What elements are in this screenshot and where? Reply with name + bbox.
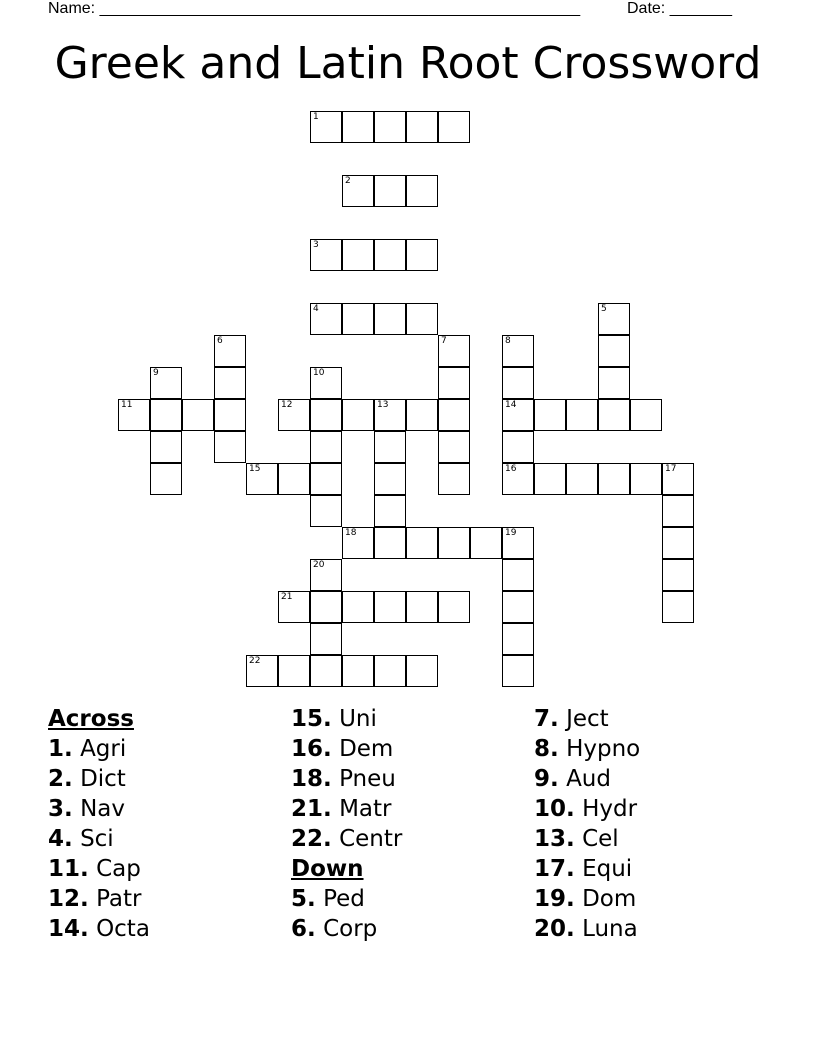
cell-number: 15 xyxy=(249,464,261,474)
grid-cell[interactable] xyxy=(598,303,630,335)
grid-cell[interactable] xyxy=(310,399,342,431)
clue-number: 4. xyxy=(48,826,73,852)
grid-cell[interactable] xyxy=(406,239,438,271)
grid-cell[interactable] xyxy=(406,399,438,431)
clue-text: Corp xyxy=(323,916,378,942)
clue-text: Matr xyxy=(339,796,392,822)
grid-cell[interactable] xyxy=(374,303,406,335)
grid-cell[interactable] xyxy=(502,463,534,495)
clue-heading-across: Across xyxy=(48,706,134,732)
clue-text: Octa xyxy=(96,916,150,942)
grid-cell[interactable] xyxy=(182,399,214,431)
grid-cell[interactable] xyxy=(374,175,406,207)
clue-text: Dom xyxy=(582,886,637,912)
grid-cell[interactable] xyxy=(278,399,310,431)
clue-item xyxy=(48,854,288,884)
clue-text: Nav xyxy=(80,796,125,822)
grid-cell[interactable] xyxy=(502,399,534,431)
clue-item xyxy=(48,794,288,824)
cell-number: 19 xyxy=(505,528,517,538)
grid-cell[interactable] xyxy=(374,431,406,463)
clue-text: Pneu xyxy=(339,766,396,792)
grid-cell[interactable] xyxy=(278,591,310,623)
grid-cell[interactable] xyxy=(502,431,534,463)
grid-cell[interactable] xyxy=(150,431,182,463)
clue-text: Sci xyxy=(80,826,114,852)
clue-text: Dict xyxy=(80,766,126,792)
cell-number: 5 xyxy=(601,304,607,314)
grid-cell[interactable] xyxy=(662,559,694,591)
clue-number: 21. xyxy=(291,796,332,822)
grid-cell[interactable] xyxy=(438,399,470,431)
clue-item xyxy=(48,764,288,794)
cell-number: 10 xyxy=(313,368,325,378)
grid-cell[interactable] xyxy=(150,463,182,495)
grid-cell[interactable] xyxy=(310,111,342,143)
clue-item xyxy=(48,824,288,854)
grid-cell[interactable] xyxy=(662,527,694,559)
grid-cell[interactable] xyxy=(630,463,662,495)
clue-number: 18. xyxy=(291,766,332,792)
cell-number: 17 xyxy=(665,464,677,474)
grid-cell[interactable] xyxy=(310,367,342,399)
grid-cell[interactable] xyxy=(438,367,470,399)
clue-number: 8. xyxy=(534,736,559,762)
grid-cell[interactable] xyxy=(406,303,438,335)
grid-cell[interactable] xyxy=(406,111,438,143)
clue-item xyxy=(291,794,531,824)
grid-cell[interactable] xyxy=(374,111,406,143)
cell-number: 4 xyxy=(313,304,319,314)
grid-cell[interactable] xyxy=(150,367,182,399)
cell-number: 12 xyxy=(281,400,293,410)
clue-text: Patr xyxy=(96,886,142,912)
clue-text: Centr xyxy=(339,826,403,852)
clue-number: 20. xyxy=(534,916,575,942)
grid-cell[interactable] xyxy=(662,463,694,495)
cell-number: 6 xyxy=(217,336,223,346)
clue-item xyxy=(291,824,531,854)
cell-number: 16 xyxy=(505,464,517,474)
clue-text: Cel xyxy=(582,826,619,852)
clue-number: 9. xyxy=(534,766,559,792)
grid-cell[interactable] xyxy=(310,655,342,687)
clue-number: 2. xyxy=(48,766,73,792)
clue-text: Equi xyxy=(582,856,633,882)
grid-cell[interactable] xyxy=(438,431,470,463)
cell-number: 1 xyxy=(313,112,319,122)
clue-text: Agri xyxy=(80,736,127,762)
grid-cell[interactable] xyxy=(566,399,598,431)
cell-number: 8 xyxy=(505,336,511,346)
name-field-line[interactable]: Name: ______________________________________________________ xyxy=(48,0,581,17)
grid-cell[interactable] xyxy=(502,559,534,591)
grid-cell[interactable] xyxy=(374,527,406,559)
clue-item xyxy=(534,794,774,824)
grid-cell[interactable] xyxy=(374,239,406,271)
grid-cell[interactable] xyxy=(598,399,630,431)
clue-item xyxy=(291,764,531,794)
clue-item xyxy=(534,824,774,854)
grid-cell[interactable] xyxy=(662,495,694,527)
clue-number: 15. xyxy=(291,706,332,732)
grid-cell[interactable] xyxy=(310,623,342,655)
cell-number: 3 xyxy=(313,240,319,250)
grid-cell[interactable] xyxy=(246,655,278,687)
clue-column-3 xyxy=(534,704,774,944)
clue-number: 14. xyxy=(48,916,89,942)
clue-item xyxy=(534,734,774,764)
clue-column-2 xyxy=(291,704,531,944)
grid-cell[interactable] xyxy=(310,591,342,623)
grid-cell[interactable] xyxy=(406,175,438,207)
date-field-line[interactable]: Date: _______ xyxy=(627,0,732,17)
grid-cell[interactable] xyxy=(342,111,374,143)
grid-cell[interactable] xyxy=(214,399,246,431)
page-title: Greek and Latin Root Crossword xyxy=(54,38,762,89)
cell-number: 14 xyxy=(505,400,517,410)
grid-cell[interactable] xyxy=(438,335,470,367)
grid-cell[interactable] xyxy=(214,367,246,399)
clue-item xyxy=(534,914,774,944)
clue-number: 10. xyxy=(534,796,575,822)
grid-cell[interactable] xyxy=(310,239,342,271)
grid-cell[interactable] xyxy=(278,655,310,687)
clue-text: Hypno xyxy=(566,736,641,762)
grid-cell[interactable] xyxy=(406,527,438,559)
clue-number: 1. xyxy=(48,736,73,762)
grid-cell[interactable] xyxy=(662,591,694,623)
clue-text: Dem xyxy=(339,736,394,762)
clue-number: 13. xyxy=(534,826,575,852)
grid-cell[interactable] xyxy=(342,399,374,431)
grid-cell[interactable] xyxy=(502,623,534,655)
grid-cell[interactable] xyxy=(502,655,534,687)
clue-item xyxy=(534,704,774,734)
grid-cell[interactable] xyxy=(598,335,630,367)
grid-cell[interactable] xyxy=(374,399,406,431)
clue-item xyxy=(48,884,288,914)
grid-cell[interactable] xyxy=(278,463,310,495)
clue-item xyxy=(534,854,774,884)
clue-number: 5. xyxy=(291,886,316,912)
grid-cell[interactable] xyxy=(630,399,662,431)
cell-number: 2 xyxy=(345,176,351,186)
grid-cell[interactable] xyxy=(566,463,598,495)
clue-text: Ject xyxy=(566,706,609,732)
clue-number: 12. xyxy=(48,886,89,912)
clue-item xyxy=(48,914,288,944)
cell-number: 7 xyxy=(441,336,447,346)
grid-cell[interactable] xyxy=(438,111,470,143)
clue-text: Cap xyxy=(96,856,141,882)
clue-item xyxy=(48,734,288,764)
clue-item xyxy=(291,734,531,764)
clue-heading-down: Down xyxy=(291,856,364,882)
grid-cell[interactable] xyxy=(470,527,502,559)
grid-cell[interactable] xyxy=(150,399,182,431)
clue-text: Aud xyxy=(566,766,611,792)
cell-number: 20 xyxy=(313,560,325,570)
grid-cell[interactable] xyxy=(502,591,534,623)
grid-cell[interactable] xyxy=(406,655,438,687)
cell-number: 13 xyxy=(377,400,389,410)
grid-cell[interactable] xyxy=(310,303,342,335)
clue-number: 16. xyxy=(291,736,332,762)
grid-cell[interactable] xyxy=(310,559,342,591)
clue-number: 17. xyxy=(534,856,575,882)
grid-cell[interactable] xyxy=(214,431,246,463)
grid-cell[interactable] xyxy=(438,527,470,559)
clue-text: Hydr xyxy=(582,796,638,822)
grid-cell[interactable] xyxy=(502,335,534,367)
grid-cell[interactable] xyxy=(118,399,150,431)
grid-cell[interactable] xyxy=(502,527,534,559)
cell-number: 21 xyxy=(281,592,293,602)
clue-item xyxy=(534,884,774,914)
grid-cell[interactable] xyxy=(246,463,278,495)
grid-cell[interactable] xyxy=(342,175,374,207)
clue-number: 11. xyxy=(48,856,89,882)
grid-cell[interactable] xyxy=(598,463,630,495)
grid-cell[interactable] xyxy=(342,591,374,623)
clue-text: Ped xyxy=(323,886,365,912)
grid-cell[interactable] xyxy=(374,463,406,495)
grid-cell[interactable] xyxy=(534,463,566,495)
grid-cell[interactable] xyxy=(342,655,374,687)
cell-number: 11 xyxy=(121,400,133,410)
clue-item xyxy=(534,764,774,794)
grid-cell[interactable] xyxy=(374,655,406,687)
cell-number: 22 xyxy=(249,656,261,666)
grid-cell[interactable] xyxy=(310,495,342,527)
grid-cell[interactable] xyxy=(342,239,374,271)
clue-number: 3. xyxy=(48,796,73,822)
clue-text: Uni xyxy=(339,706,377,732)
grid-cell[interactable] xyxy=(310,431,342,463)
clue-column-1 xyxy=(48,704,288,944)
grid-cell[interactable] xyxy=(342,527,374,559)
clue-number: 7. xyxy=(534,706,559,732)
grid-cell[interactable] xyxy=(310,463,342,495)
clue-text: Luna xyxy=(582,916,638,942)
grid-cell[interactable] xyxy=(598,367,630,399)
grid-cell[interactable] xyxy=(374,495,406,527)
grid-cell[interactable] xyxy=(438,463,470,495)
grid-cell[interactable] xyxy=(502,367,534,399)
grid-cell[interactable] xyxy=(534,399,566,431)
clue-number: 19. xyxy=(534,886,575,912)
clue-number: 22. xyxy=(291,826,332,852)
clue-item xyxy=(291,884,531,914)
grid-cell[interactable] xyxy=(374,591,406,623)
grid-cell[interactable] xyxy=(214,335,246,367)
cell-number: 9 xyxy=(153,368,159,378)
clue-item xyxy=(291,704,531,734)
grid-cell[interactable] xyxy=(406,591,438,623)
clue-item xyxy=(291,914,531,944)
cell-number: 18 xyxy=(345,528,357,538)
grid-cell[interactable] xyxy=(342,303,374,335)
clue-number: 6. xyxy=(291,916,316,942)
grid-cell[interactable] xyxy=(438,591,470,623)
